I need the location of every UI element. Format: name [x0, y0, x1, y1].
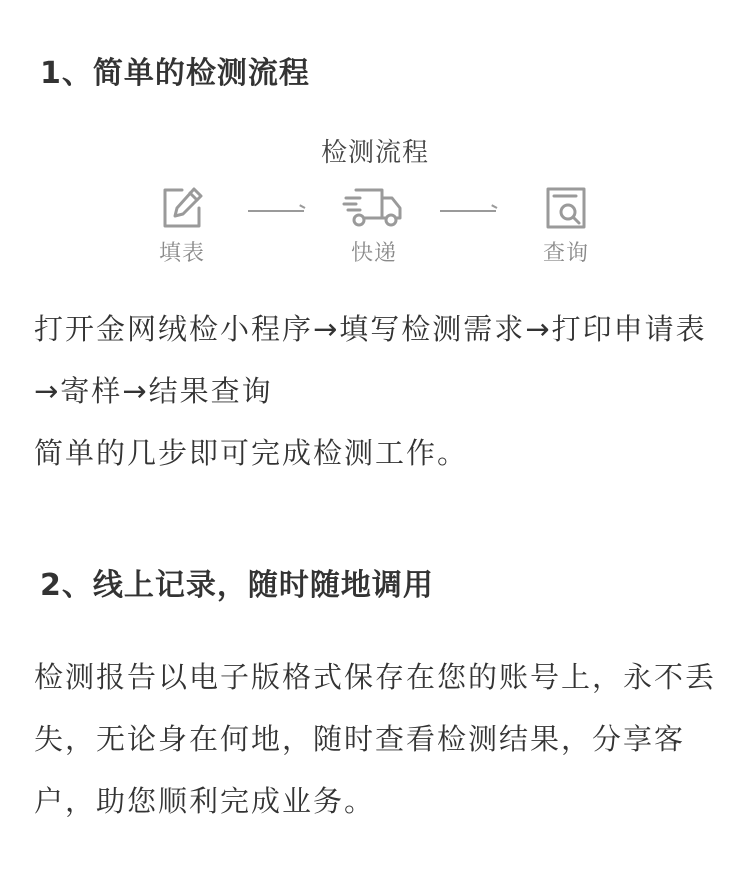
edit-form-icon: [132, 186, 232, 230]
flow-step-express: [324, 186, 424, 267]
flow-step-label: 快递: [350, 241, 397, 266]
delivery-truck-icon: [324, 186, 424, 230]
flow-step-label: 填表: [158, 241, 205, 266]
flow-arrow: [440, 210, 496, 212]
section-1-summary: 简单的几步即可完成检测工作。: [34, 436, 469, 470]
flow-title: 检测流程: [320, 138, 429, 168]
section-1-paragraph: 打开金网绒检小程序→填写检测需求→打印申请表→寄样→结果查询: [34, 312, 707, 408]
document-search-icon: [516, 186, 616, 230]
flow-step-label: 查询: [542, 241, 589, 266]
section-2-paragraph: 检测报告以电子版格式保存在您的账号上，永不丢失，无论身在何地，随时查看检测结果，分享客户，助您顺利完成业务。: [34, 660, 717, 818]
section-2-heading: 2、线上记录，随时随地调用: [40, 568, 434, 603]
flow-step-query: [516, 186, 616, 267]
flow-step-fill-form: [132, 186, 232, 267]
flow-arrow: [248, 210, 304, 212]
section-1-heading: 1、简单的检测流程: [40, 56, 310, 91]
